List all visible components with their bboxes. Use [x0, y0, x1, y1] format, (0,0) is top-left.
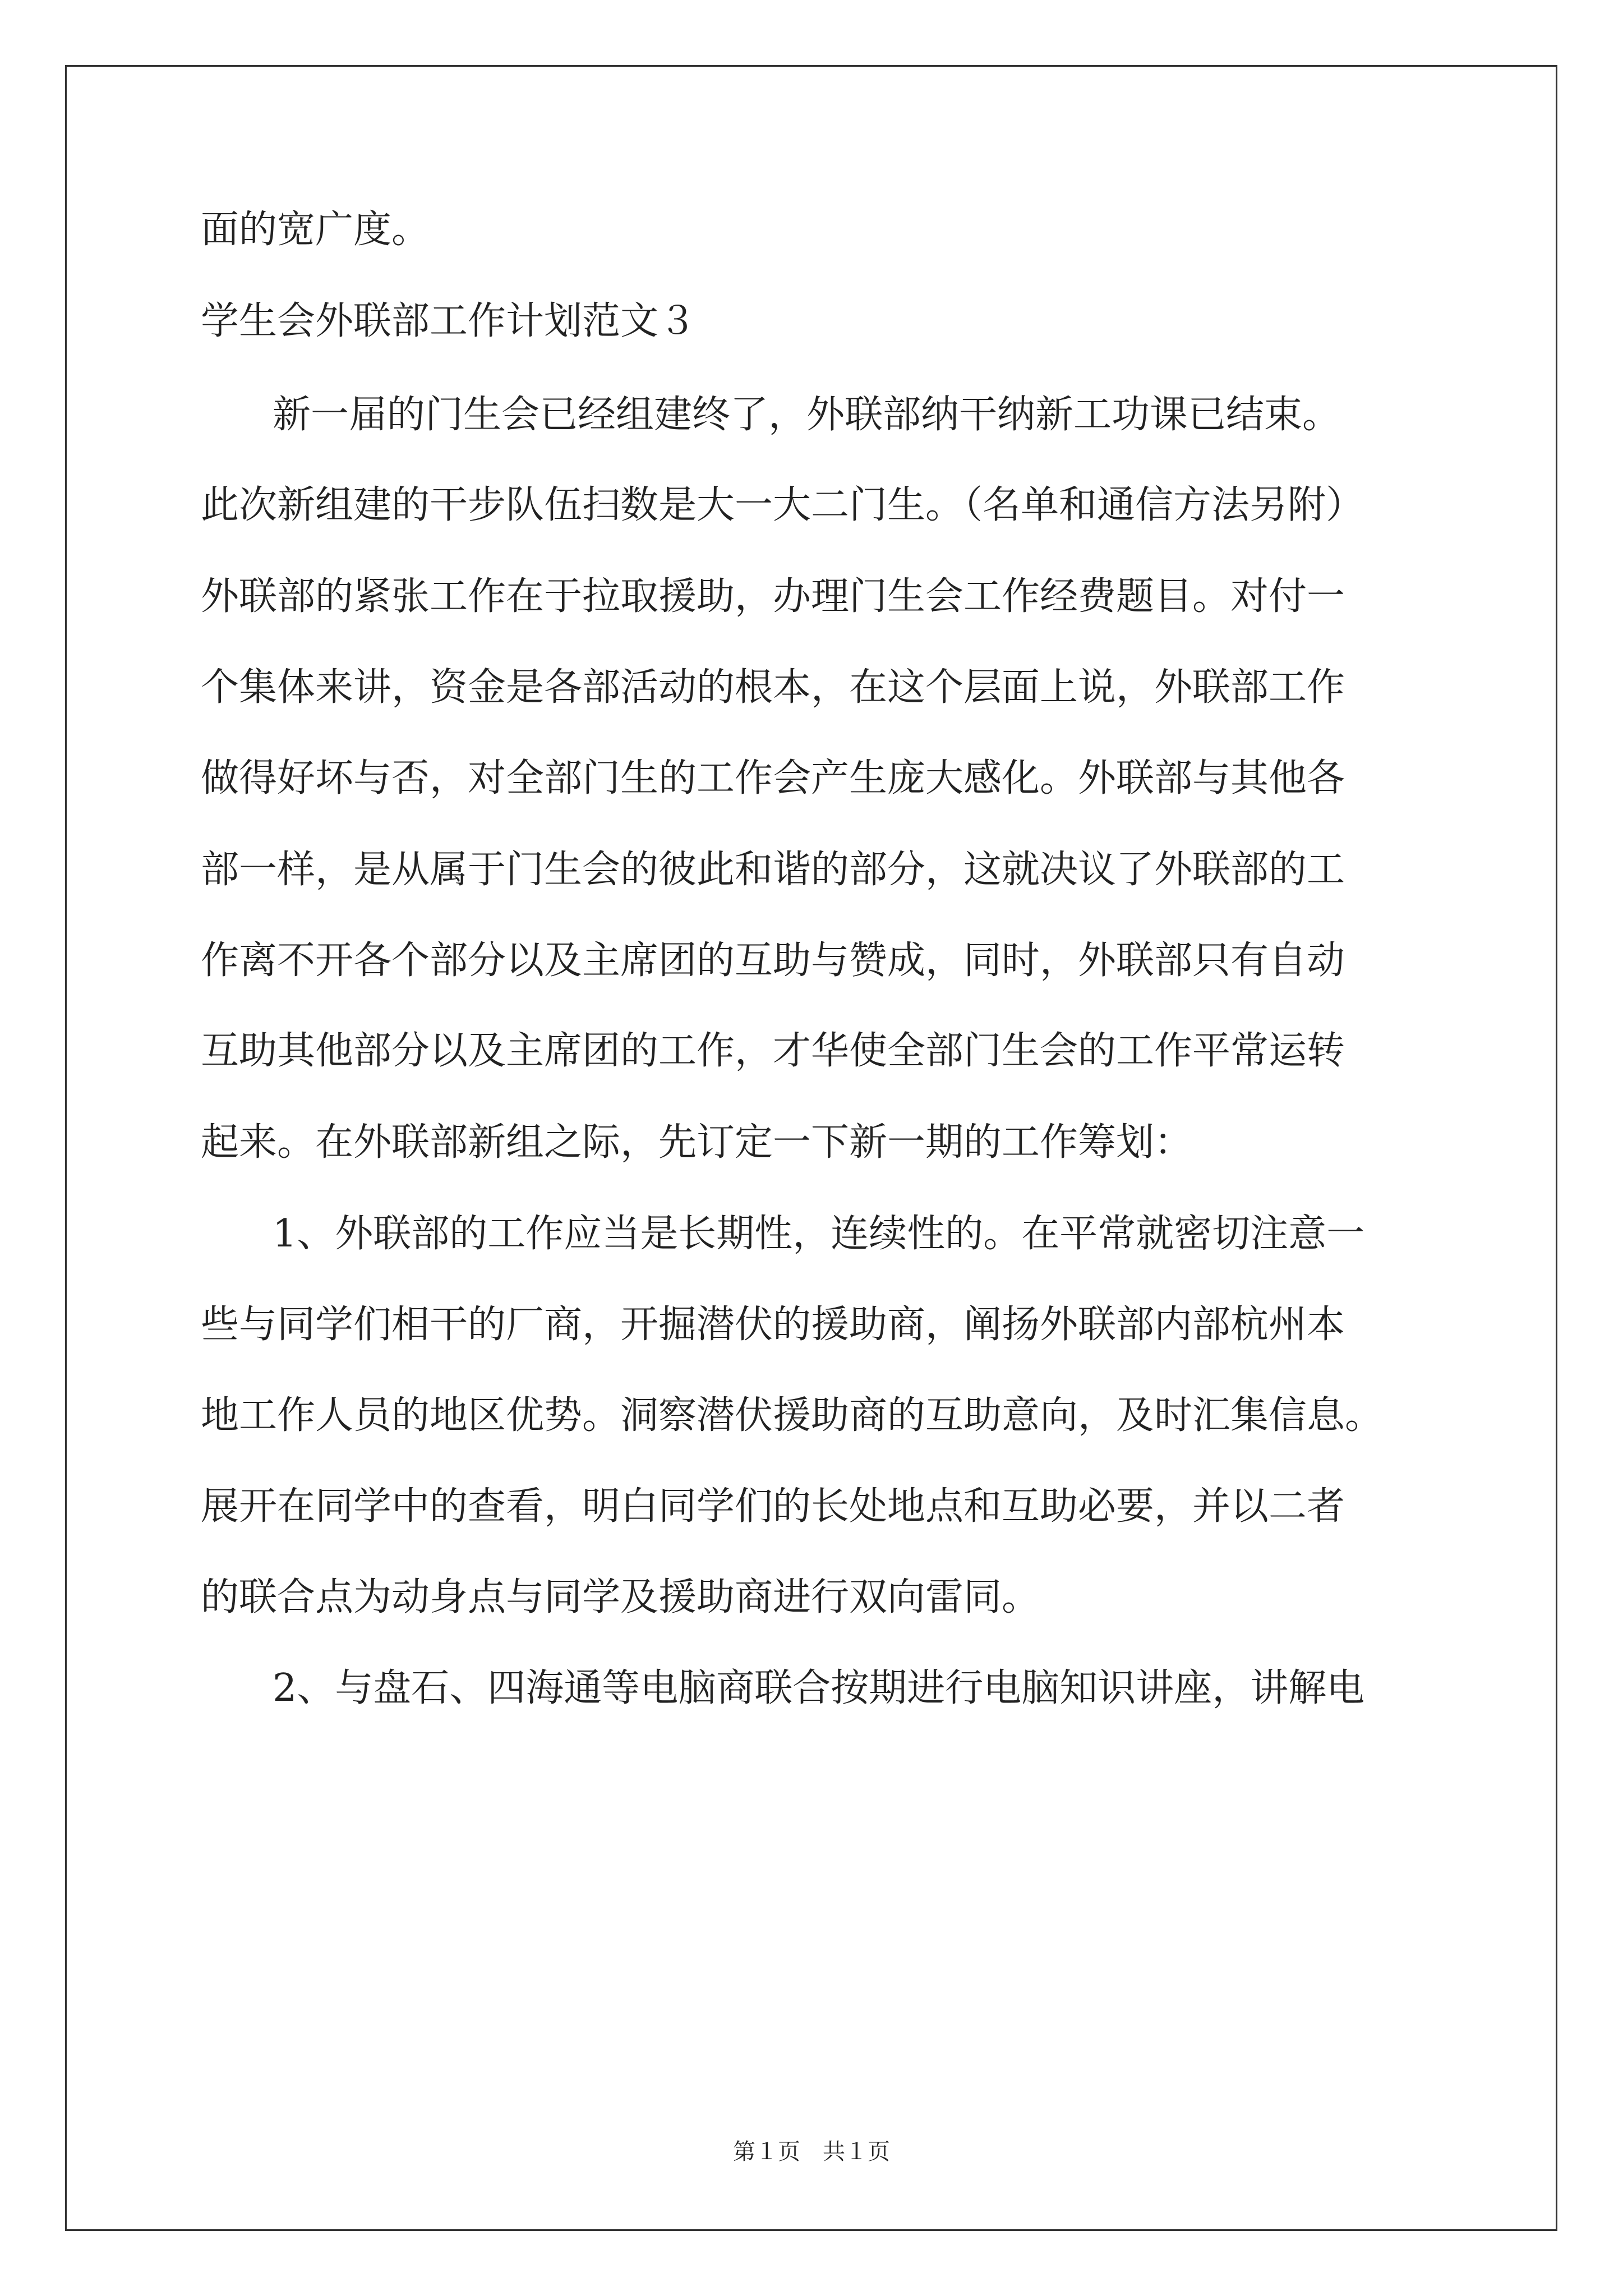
page-number: 第１页 共１页	[733, 2139, 890, 2165]
text-line: 做得好坏与否，对全部门生的工作会产生庞大感化。外联部与其他各	[201, 756, 1345, 800]
text-line: 外联部的紧张工作在于拉取援助，办理门生会工作经费题目。对付一	[201, 574, 1345, 619]
text-line: 新一届的门生会已经组建终了，外联部纳干纳新工功课已结束。	[273, 393, 1341, 437]
text-line: 面的宽广度。	[201, 208, 430, 252]
section-heading: 学生会外联部工作计划范文３	[201, 299, 697, 343]
text-line: 起来。在外联部新组之际，先订定一下新一期的工作筹划：	[201, 1120, 1193, 1165]
text-line: 1、外联部的工作应当是长期性，连续性的。在平常就密切注意一	[273, 1212, 1365, 1256]
text-line: 此次新组建的干步队伍扫数是大一大二门生。（名单和通信方法另附）	[201, 483, 1364, 527]
text-line: 展开在同学中的查看，明白同学们的长处地点和互助必要，并以二者	[201, 1484, 1345, 1529]
text-line: 个集体来讲，资金是各部活动的根本，在这个层面上说，外联部工作	[201, 665, 1345, 710]
text-line: 作离不开各个部分以及主席团的互助与赞成，同时，外联部只有自动	[201, 938, 1345, 983]
text-line: 部一样，是从属于门生会的彼此和谐的部分，这就决议了外联部的工	[201, 848, 1345, 892]
text-line: 的联合点为动身点与同学及援助商进行双向雷同。	[201, 1575, 1040, 1619]
text-line: 互助其他部分以及主席团的工作，才华使全部门生会的工作平常运转	[201, 1029, 1345, 1073]
text-line: 些与同学们相干的厂商，开掘潜伏的援助商，阐扬外联部内部杭州本	[201, 1303, 1345, 1347]
text-line: 地工作人员的地区优势。洞察潜伏援助商的互助意向，及时汇集信息。	[201, 1393, 1384, 1438]
text-line: 2、与盘石、四海通等电脑商联合按期进行电脑知识讲座，讲解电	[273, 1666, 1365, 1710]
